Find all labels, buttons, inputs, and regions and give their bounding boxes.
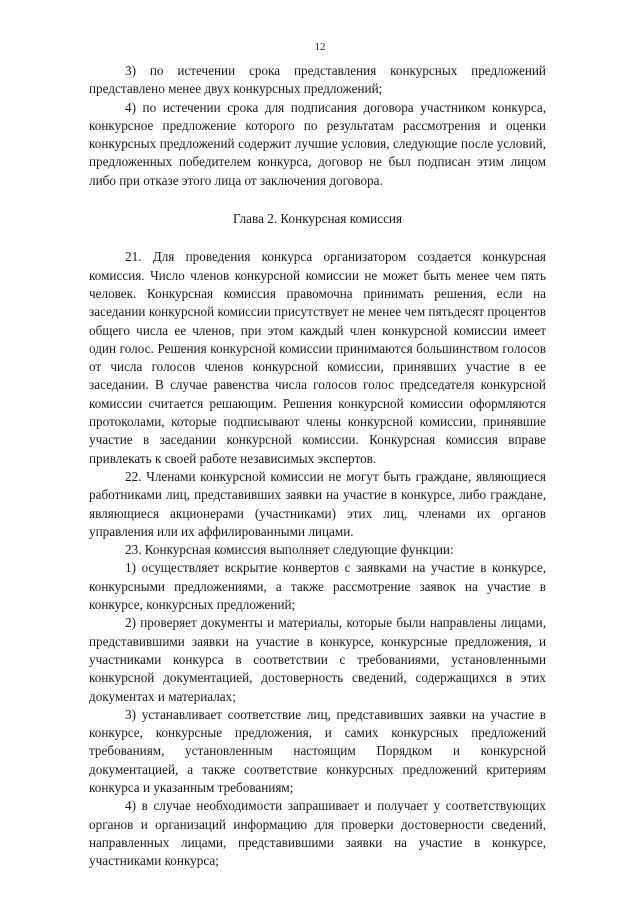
paragraph-23: 23. Конкурсная комиссия выполняет следующие функции: xyxy=(125,542,454,558)
paragraph-23-item-4: 4) в случае необходимости запрашивает и получает у соответствующих органов и организаций информацию для проверки достоверности сведений, направленных лицами, представившими заявки на участие в конкурсе, участниками конкурса; xyxy=(89,798,546,869)
paragraph-22: 22. Членами конкурсной комиссии не могут быть граждане, являющиеся работниками лиц, представивших заявки на участие в конкурсе, либо граждане, являющиеся акционерами (участниками) этих лиц, членами их органов управления или их аффилированными лицами. xyxy=(89,468,546,539)
paragraph-23-item-1: 1) осуществляет вскрытие конвертов с заявками на участие в конкурсе, конкурсными предложениями, а также рассмотрение заявок на участие в конкурсе, конкурсных предложений; xyxy=(89,560,546,613)
paragraph-23-item-3: 3) устанавливает соответствие лиц, представивших заявки на участие в конкурсе, конкурсные предложения, и самих конкурсных предложений требованиям, установленным настоящим Порядком и конкурсной документацией, а также соответствие конкурсных предложений критериям конкурса и указанным требованиям; xyxy=(89,706,546,795)
paragraph-item-4: 4) по истечении срока для подписания договора участником конкурса, конкурсное предложение которого по результатам рассмотрения и оценки конкурсных предложений содержит лучшие условия, следующие после условий, предложенных победителем конкурса, договор не был подписан этим лицом либо при отказе этого лица от заключения договора. xyxy=(89,99,546,188)
paragraph-23-item-2: 2) проверяет документы и материалы, которые были направлены лицами, представившими заявки на участие в конкурсе, конкурсные предложения, и участниками конкурса в соответствии с требованиями, установленными конкурсной документацией, достоверность сведений, содержащихся в этих документах и материалах; xyxy=(89,615,546,704)
page-number: 12 xyxy=(314,41,326,53)
chapter-title: Глава 2. Конкурсная комиссия xyxy=(232,211,403,227)
paragraph-item-3: 3) по истечении срока представления конкурсных предложений представлено менее двух конкурсных предложений; xyxy=(89,63,546,97)
paragraph-21: 21. Для проведения конкурса организатором создается конкурсная комиссия. Число членов конкурсной комиссии не может быть менее чем пять человек. Конкурсная комиссия правомочна принимать решения, если на заседании конкурсной комиссии присутствует не менее чем пятьдесят процентов общего числа ее членов, при этом каждый член конкурсной комиссии имеет один голос. Решения конкурсной комиссии принимаются большинством голосов от числа голосов членов конкурсной комиссии, принявших участие в ее заседании. В случае равенства числа голосов голос председателя конкурсной комиссии считается решающим. Решения конкурсной комиссии оформляются протоколами, которые подписывают члены конкурсной комиссии, принявшие участие в заседании конкурсной комиссии. Конкурсная комиссия вправе привлекать к своей работе независимых экспертов. xyxy=(89,249,546,466)
document-body xyxy=(89,62,546,870)
